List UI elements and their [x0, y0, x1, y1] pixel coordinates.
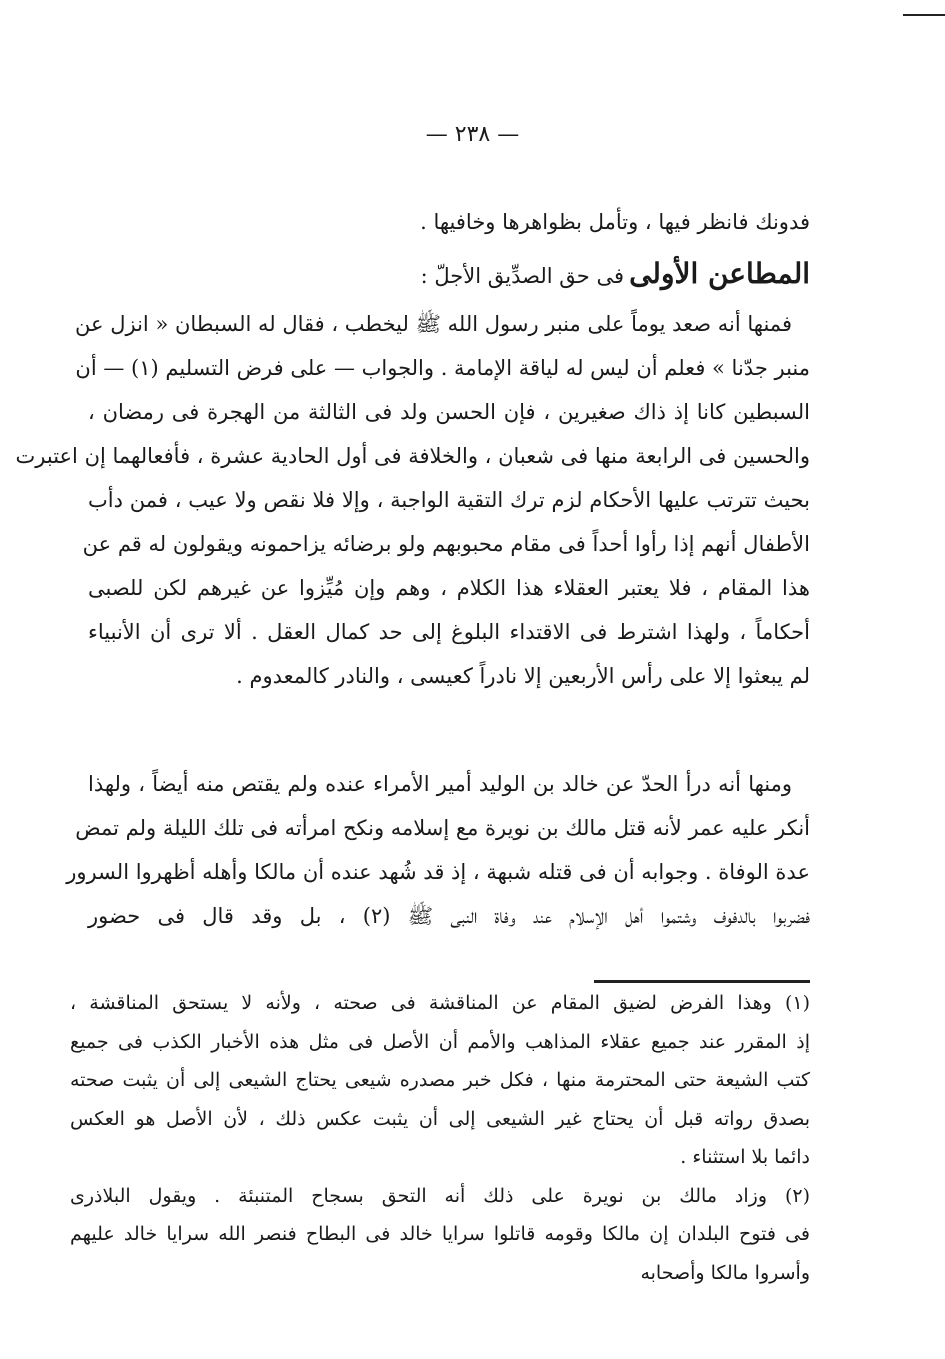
section-heading-title: المطاعن الأولى [629, 257, 810, 290]
corner-rule [903, 14, 945, 16]
text-line: السبطين كانا إذ ذاك صغيرين ، فإن الحسن ولد فى الثالثة من الهجرة فى رمضان ، [88, 400, 810, 424]
footnote-line: (١) وهذا الفرض لضيق المقام عن المناقشة فى صحته ، ولأنه لا يستحق المناقشة ، [70, 992, 810, 1014]
page-number: — ٢٣٨ — [425, 122, 520, 147]
paragraph-second-objection [66, 762, 810, 938]
paragraph-first-objection [15, 302, 810, 698]
text-line: عدة الوفاة . وجوابه أن فى قتله شبهة ، إذ قد شُهد عنده أن مالكا وأهله أظهروا السرور [66, 860, 810, 884]
text-line: فمنها أنه صعد يوماً على منبر رسول الله ﷺ ليخطب ، فقال له السبطان « انزل عن [75, 312, 792, 336]
text-line: أحكاماً ، ولهذا اشترط فى الاقتداء البلوغ إلى حد كمال العقل . ألا ترى أن الأنبياء [88, 620, 810, 644]
text-line: ومنها أنه درأ الحدّ عن خالد بن الوليد أمير الأمراء عنده ولم يقتص منه أيضاً ، ولهذا [88, 772, 792, 796]
text-line: بحيث تترتب عليها الأحكام لزم ترك التقية الواجبة ، وإلا فلا نقص ولا عيب ، فمن دأب [88, 488, 810, 512]
text-line: منبر جدّنا » فعلم أن ليس له لياقة الإمامة . والجواب — على فرض التسليم (١) — أن [75, 356, 810, 380]
text-line: الأطفال أنهم إذا رأوا أحداً فى مقام محبوبهم ولو برضائه يزاحمونه ويقولون له قم عن [82, 532, 810, 556]
text-line: أنكر عليه عمر لأنه قتل مالك بن نويرة مع إسلامه ونكح امرأته فى تلك الليلة ولم تمض [75, 816, 810, 840]
text-line: لم يبعثوا إلا على رأس الأربعين إلا نادراً كعيسى ، والنادر كالمعدوم . [236, 664, 810, 688]
intro-text [88, 200, 810, 244]
footnote-line: وأسروا مالكا وأصحابه [640, 1261, 810, 1284]
footnote-line: فى فتوح البلدان إن مالكا وقومه قاتلوا سرايا خالد فى البطاح فنصر الله سرايا خالد عليهم [70, 1223, 810, 1245]
text-line: والحسين فى الرابعة منها فى شعبان ، والخلافة فى أول الحادية عشرة ، فأفعالهما إن اعتبرت [15, 444, 810, 468]
footnote-line: كتب الشيعة حتى المحترمة منها ، فكل خبر مصدره شيعى يحتاج الشيعى إلى أن يثبت صحته [70, 1069, 810, 1091]
text-line: هذا المقام ، فلا يعتبر العقلاء هذا الكلام ، وهم وإن مُيِّزوا عن غيرهم لكن للصبى [88, 576, 810, 600]
footnote-line: (٢) وزاد مالك بن نويرة على ذلك أنه التحق بسجاح المتنبئة . ويقول البلاذرى [70, 1184, 810, 1207]
footnote-line: إذ المقرر عند جميع عقلاء المذاهب والأمم أن الأصل فى مثل هذه الأخبار الكذب فى جميع [70, 1030, 810, 1053]
footnote-line: بصدق رواته قبل أن يحتاج غير الشيعى إلى أن يثبت عكس ذلك ، لأن الأصل هو العكس [70, 1107, 810, 1130]
section-heading-subtitle: فى حق الصدِّيق الأجلّ : [420, 264, 624, 288]
section-heading [421, 252, 810, 296]
footnote-separator [594, 980, 810, 983]
footnotes [70, 984, 810, 1292]
text-line: فضربوا بالدفوف وشتموا أهل الإسلام عند وفاة النبى ﷺ (٢) ، بل وقد قال فى حضور [88, 904, 810, 928]
intro-line: فدونك فانظر فيها ، وتأمل بظواهرها وخافيها . [420, 210, 810, 234]
footnote-line: دائما بلا استثناء . [680, 1146, 810, 1168]
